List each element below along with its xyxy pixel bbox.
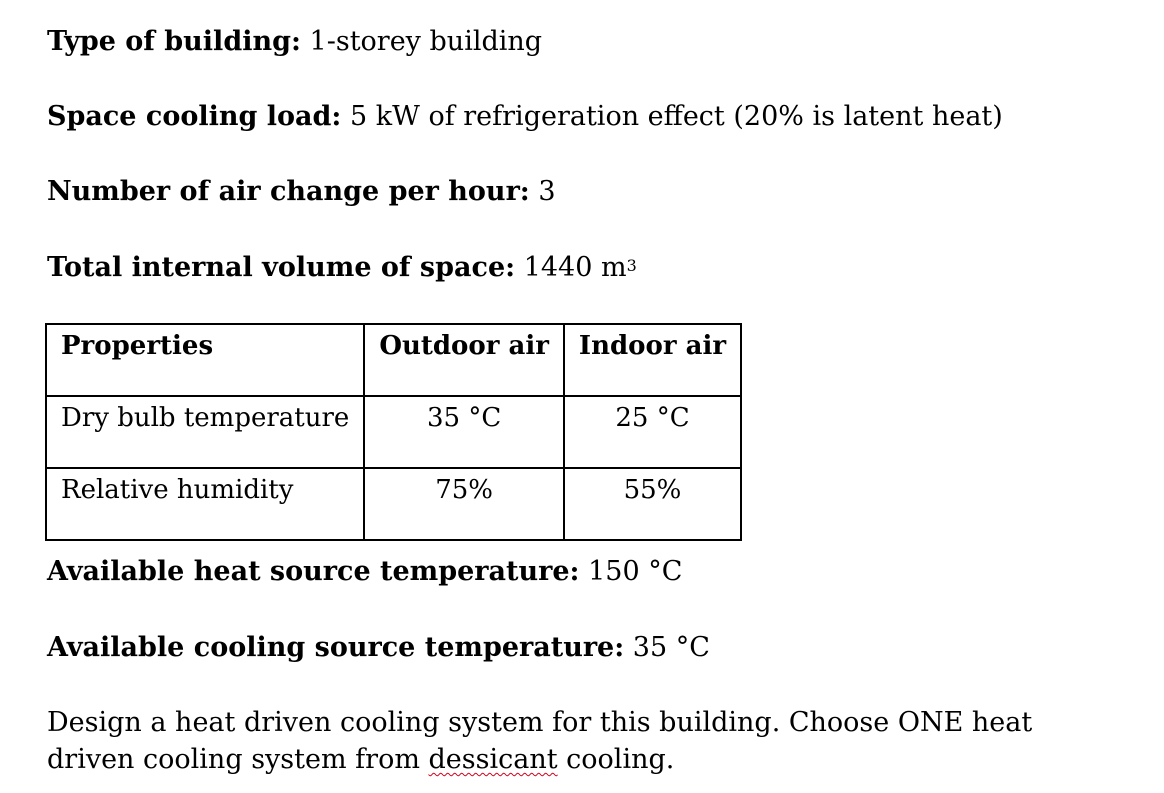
cooling-source-label: Available cooling source temperature:	[47, 632, 625, 663]
cell-outdoor-rh: 75%	[364, 468, 564, 540]
cell-outdoor-dry-bulb: 35 °C	[364, 396, 564, 468]
heat-source-value: 150 °C	[588, 556, 683, 587]
table-row	[46, 396, 741, 468]
header-properties: Properties	[46, 324, 364, 396]
building-type-line	[47, 26, 542, 58]
task-text-before: Design a heat driven cooling system for this building. Choose ONE heat driven cooling system from	[47, 707, 1033, 775]
spellcheck-flagged-word[interactable]: dessicant	[428, 744, 558, 775]
cooling-load-label: Space cooling load:	[47, 101, 342, 132]
building-type-value: 1-storey building	[309, 26, 543, 57]
cooling-load-line	[47, 101, 1003, 133]
volume-line	[47, 252, 637, 284]
building-type-label: Type of building:	[47, 26, 301, 57]
air-change-label: Number of air change per hour:	[47, 176, 530, 207]
header-indoor-air: Indoor air	[564, 324, 741, 396]
task-text-after: cooling.	[557, 744, 675, 775]
air-change-value: 3	[538, 176, 556, 207]
task-paragraph	[47, 704, 1127, 778]
air-change-line	[47, 176, 556, 208]
volume-unit-superscript: 3	[626, 256, 637, 275]
heat-source-line	[47, 556, 682, 588]
cell-indoor-dry-bulb: 25 °C	[564, 396, 741, 468]
volume-label: Total internal volume of space:	[47, 252, 516, 283]
header-outdoor-air: Outdoor air	[364, 324, 564, 396]
heat-source-label: Available heat source temperature:	[47, 556, 580, 587]
table-row	[46, 468, 741, 540]
row-label-dry-bulb: Dry bulb temperature	[46, 396, 364, 468]
cooling-source-value: 35 °C	[632, 632, 710, 663]
cooling-source-line	[47, 632, 710, 664]
table-header-row	[46, 324, 741, 396]
row-label-relative-humidity: Relative humidity	[46, 468, 364, 540]
volume-value: 1440 m	[523, 252, 627, 283]
air-properties-table	[45, 323, 742, 541]
cooling-load-value: 5 kW of refrigeration effect (20% is latent heat)	[349, 101, 1003, 132]
cell-indoor-rh: 55%	[564, 468, 741, 540]
